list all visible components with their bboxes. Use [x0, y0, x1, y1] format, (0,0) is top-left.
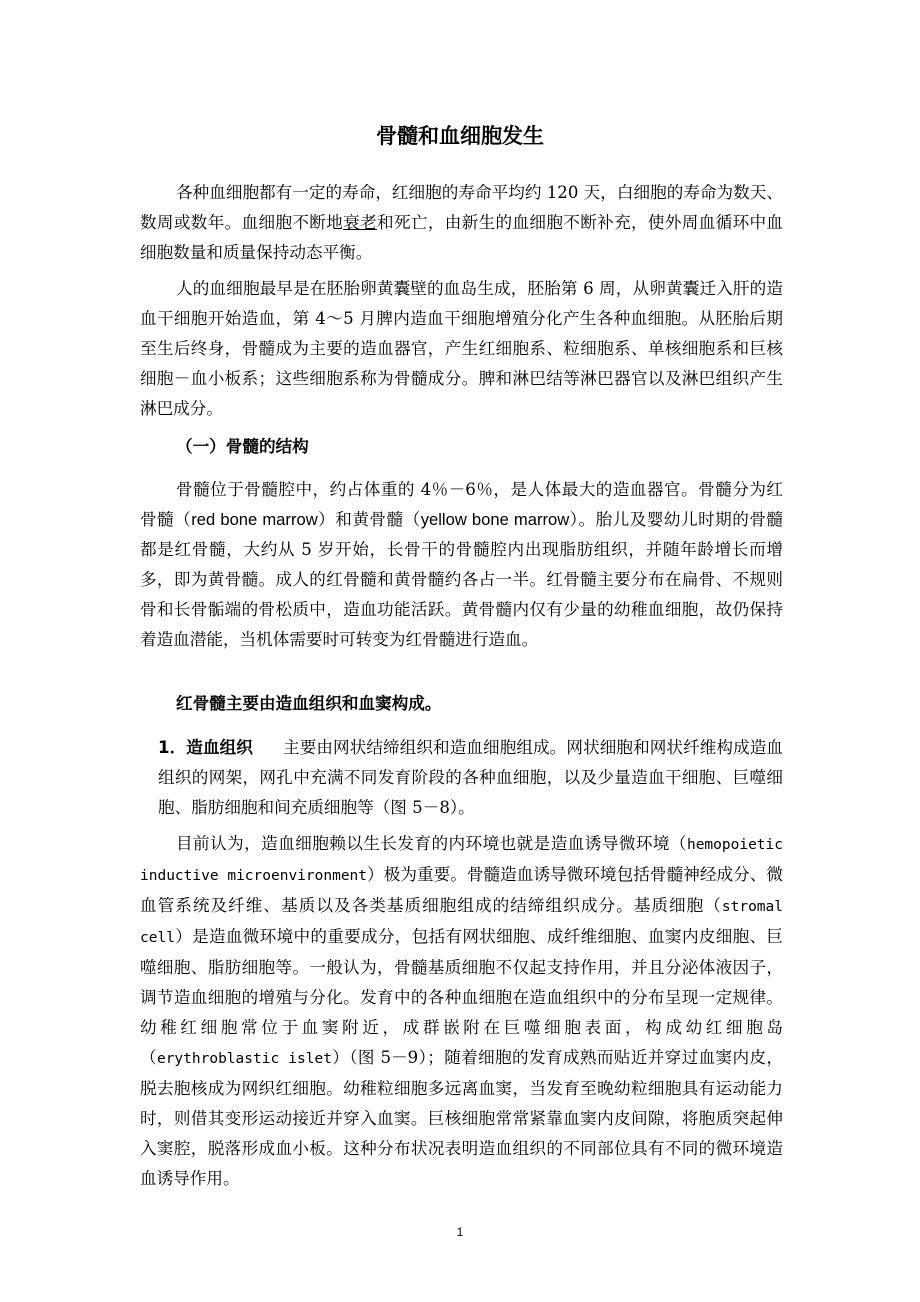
section-heading-bone-marrow-structure: （一）骨髓的结构 [176, 437, 309, 456]
term-erythroblastic-islet: erythroblastic islet [156, 1051, 332, 1067]
underlined-term-aging: 衰老 [343, 213, 378, 232]
term-yellow-bone-marrow: yellow bone marrow [420, 510, 570, 529]
paragraph-bone-marrow [140, 475, 783, 655]
paragraph-hematopoiesis-origin: 人的血细胞最早是在胚胎卵黄囊壁的血岛生成，胚胎第 6 周，从卵黄囊迁入肝的造血干细胞开始造血，第 4～5 月脾内造血干细胞增殖分化产生各种血细胞。从胚胎后期至生后终身，骨髓成为主要的造血器官，产生红细胞系、粒细胞系、单核细胞系和巨核细胞－血小板系；这些细胞系称为骨髓成分。脾和淋巴结等淋巴器官以及淋巴组织产生淋巴成分。 [140, 279, 783, 418]
subheading-red-bone-marrow: 红骨髓主要由造血组织和血窦构成。 [176, 694, 442, 713]
paragraph-bone-marrow-text-a: 骨髓位于骨髓腔中，约占体重的 4％－6％，是人体最大的造血器官。骨髓分为红骨髓（ [140, 480, 783, 529]
paragraph-hematopoietic-tissue-text: 主要由网状结缔组织和造血细胞组成。网状细胞和网状纤维构成造血组织的网架，网孔中充满不同发育阶段的各种血细胞，以及少量造血干细胞、巨噬细胞、脂肪细胞和间充质细胞等（图 5－8）。 [158, 738, 784, 817]
paragraph-hematopoietic-tissue [140, 733, 783, 823]
paragraph-microenvironment [140, 829, 783, 1194]
page-number: 1 [456, 1225, 464, 1239]
paragraph-microenvironment-text-a: 目前认为，造血细胞赖以生长发育的内环境也就是造血诱导微环境（ [176, 834, 687, 853]
paragraph-lifespan-text-a: 各种血细胞都有一定的寿命，红细胞的寿命平均约 120 天，白细胞的寿命为数天、数周或数年。血细胞不断地 [140, 183, 783, 232]
paragraph-lifespan-text-b: 和死亡，由新生的血细胞不断补充，使外周血循环中血细胞数量和质量保持动态平衡。 [140, 213, 784, 262]
term-red-bone-marrow: red bone marrow [191, 510, 318, 529]
paragraph-microenvironment-text-b: ）极为重要。骨髓造血诱导微环境包括骨髓神经成分、微血管系统及纤维、基质以及各类基质细胞组成的结缔组织成分。基质细胞（ [140, 865, 784, 915]
paragraph-lifespan [140, 178, 783, 268]
page-title: 骨髓和血细胞发生 [376, 124, 544, 148]
term-hemopoietic-microenvironment: hemopoietic inductive microenvironment [140, 837, 783, 884]
paragraph-bone-marrow-text-b: ）和黄骨髓（ [317, 510, 421, 529]
paragraph-microenvironment-text-c: ）是造血微环境中的重要成分，包括有网状细胞、成纤维细胞、血窦内皮细胞、巨噬细胞、脂肪细胞等。一般认为，骨髓基质细胞不仅起支持作用，并且分泌体液因子，调节造血细胞的增殖与分化。发育中的各种血细胞在造血组织中的分布呈现一定规律。幼稚红细胞常位于血窦附近，成群嵌附在巨噬细胞表面，构成幼红细胞岛（ [140, 927, 783, 1067]
term-stromal-cell: stromal cell [140, 899, 783, 946]
paragraph-microenvironment-text-d: ）（图 5－9）；随着细胞的发育成熟而贴近并穿过血窦内皮，脱去胞核成为网织红细胞。幼稚粒细胞多远离血窦，当发育至晚幼粒细胞具有运动能力时，则借其变形运动接近并穿入血窦。巨核细胞常常紧靠血窦内皮间隙，将胞质突起伸入窦腔，脱落形成血小板。这种分布状况表明造血组织的不同部位具有不同的微环境造血诱导作用。 [140, 1048, 783, 1188]
item-lead-hematopoietic-tissue: 1．造血组织 [158, 738, 253, 757]
paragraph-bone-marrow-text-c: ）。胎儿及婴幼儿时期的骨髓都是红骨髓，大约从 5 岁开始，长骨干的骨髓腔内出现脂肪组织，并随年龄增长而增多，即为黄骨髓。成人的红骨髓和黄骨髓约各占一半。红骨髓主要分布在扁骨、不规则骨和长骨骺端的骨松质中，造血功能活跃。黄骨髓内仅有少量的幼稚血细胞，故仍保持着造血潜能，当机体需要时可转变为红骨髓进行造血。 [140, 510, 784, 649]
